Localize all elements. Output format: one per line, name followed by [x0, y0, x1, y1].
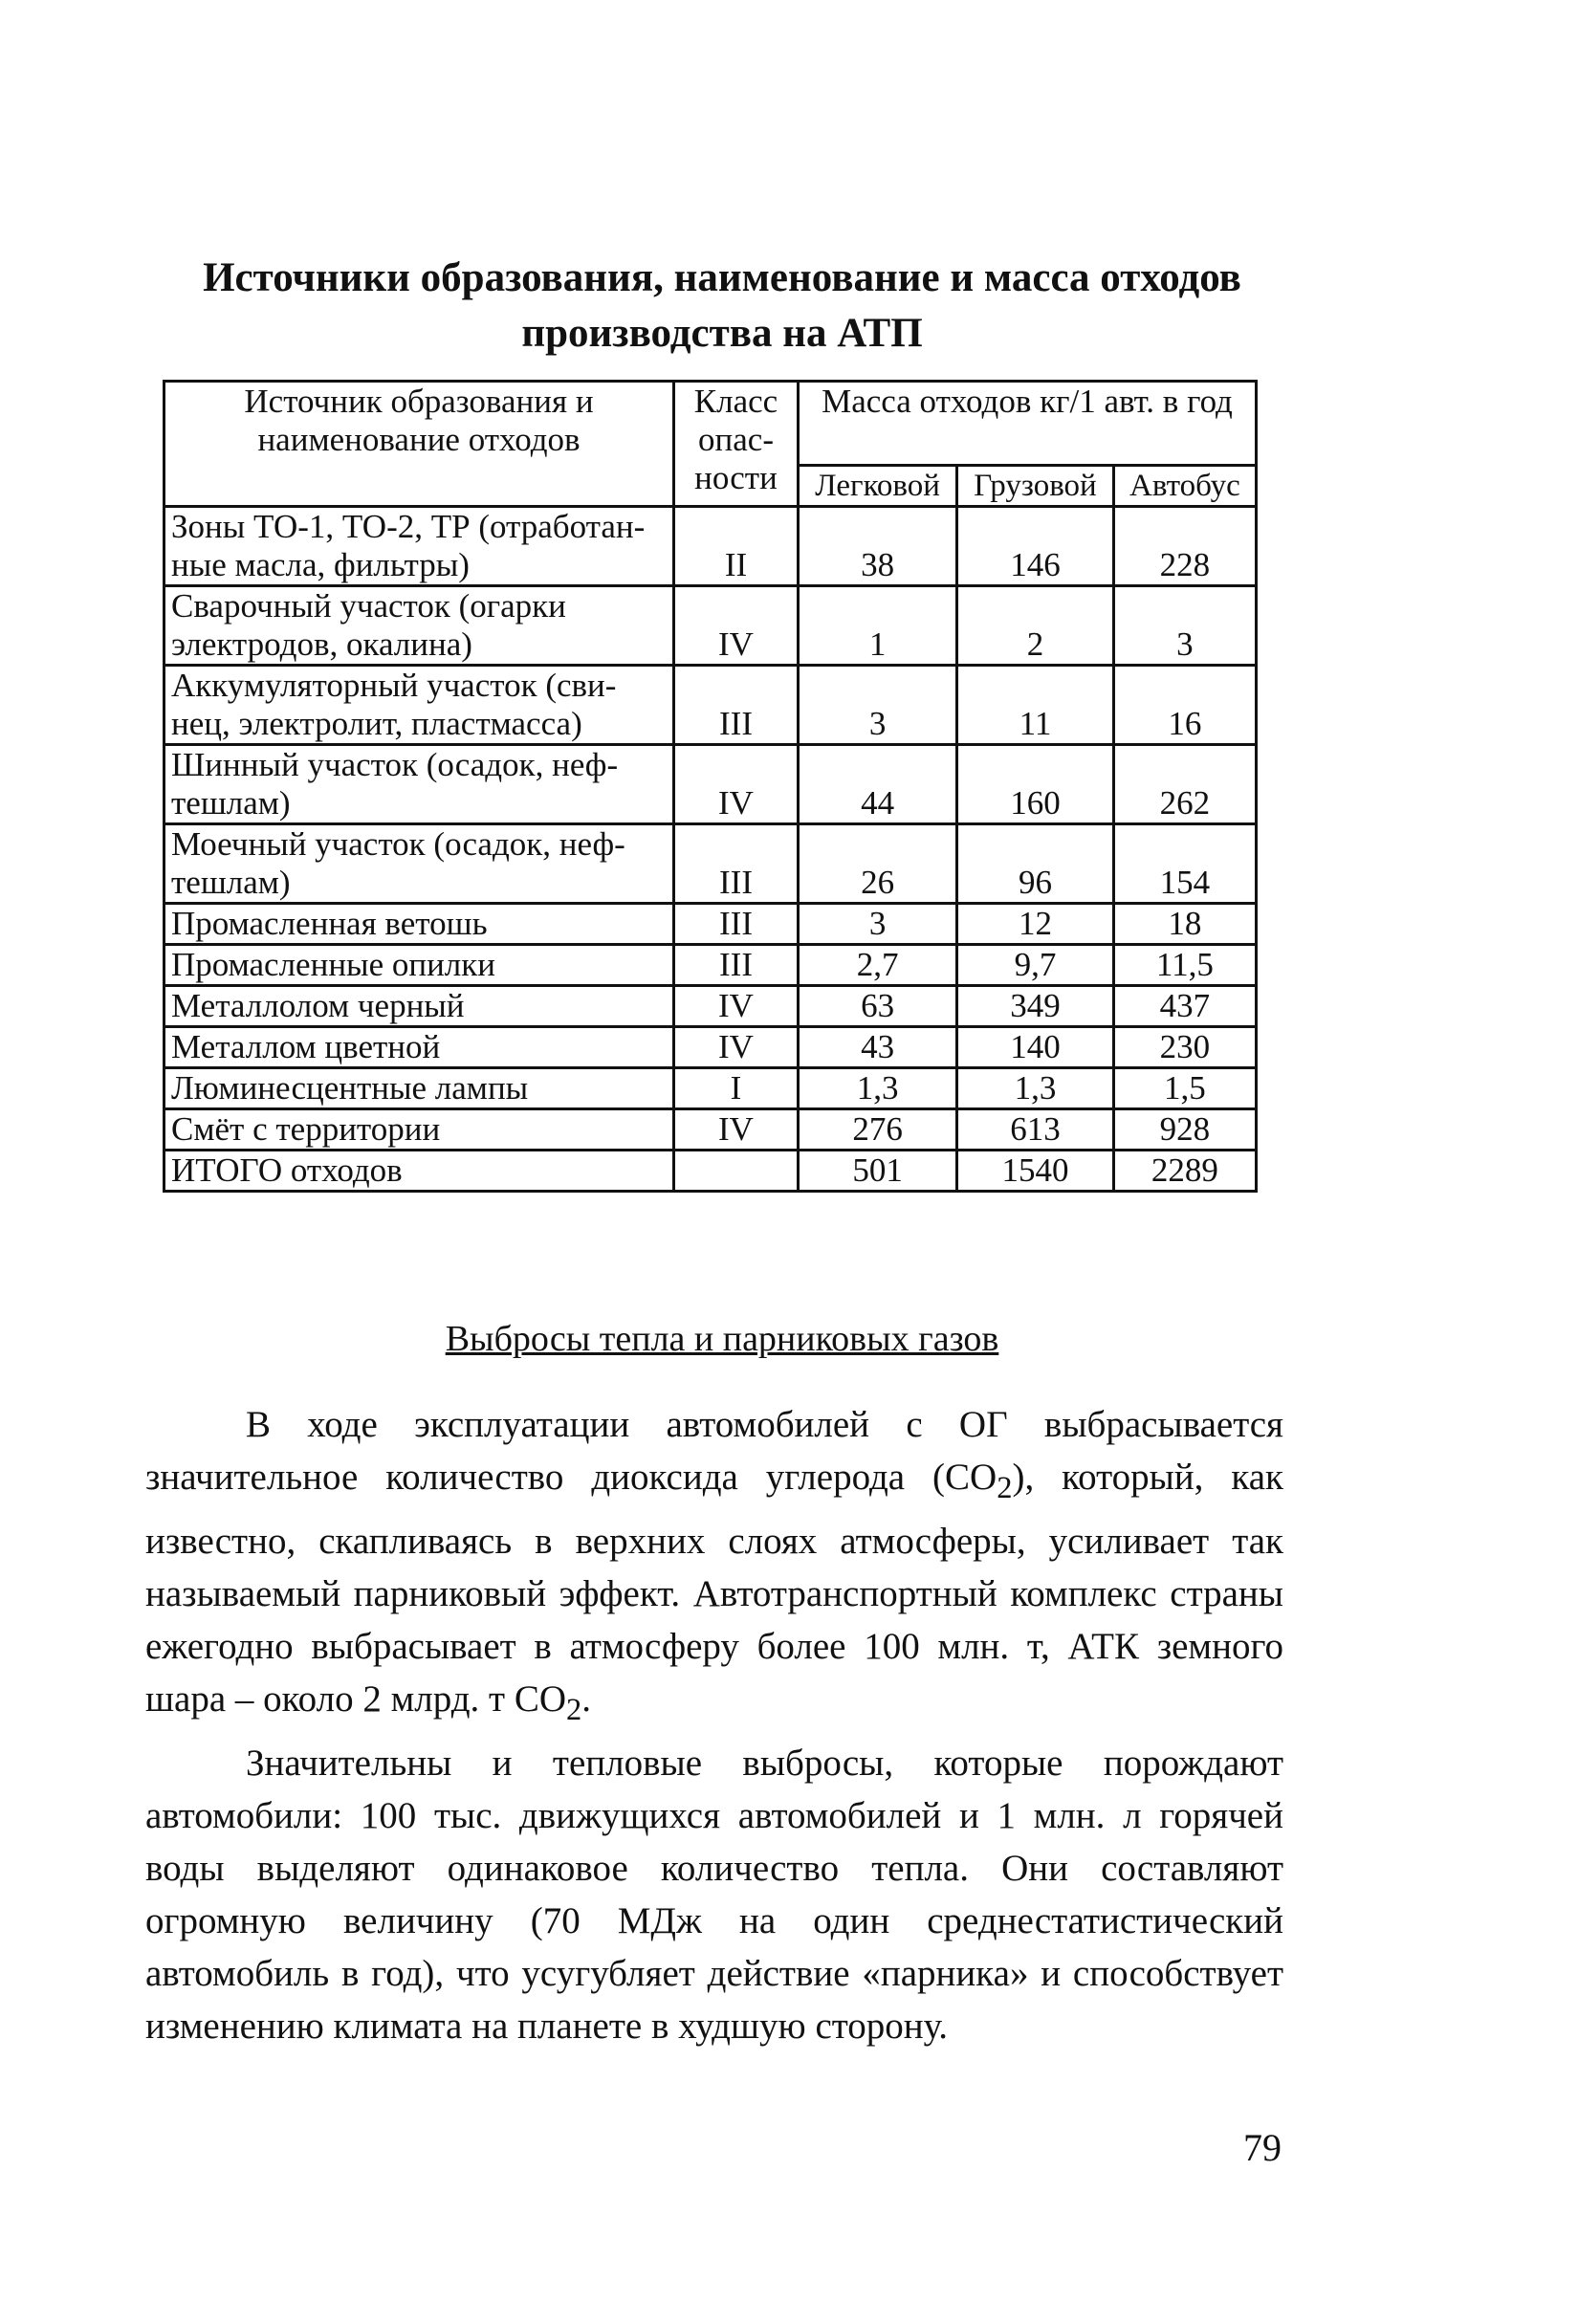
- cell-source: Металлом цветной: [164, 1027, 674, 1068]
- cell-source: Промасленные опилки: [164, 945, 674, 986]
- cell-hazard-class: IV: [674, 1027, 799, 1068]
- header-source: Источник образования и наименование отходов: [164, 382, 674, 507]
- cell-bus: 437: [1113, 986, 1256, 1027]
- table-row: [164, 1068, 1257, 1109]
- cell-source: Шинный участок (осадок, неф- тешлам): [164, 745, 674, 824]
- cell-truck: 12: [957, 904, 1114, 945]
- cell-hazard-class: III: [674, 904, 799, 945]
- cell-hazard-class: III: [674, 824, 799, 904]
- cell-hazard-class: III: [674, 666, 799, 745]
- cell-bus: 11,5: [1113, 945, 1256, 986]
- cell-source: Аккумуляторный участок (сви- нец, электролит, пластмасса): [164, 666, 674, 745]
- cell-hazard-class: IV: [674, 745, 799, 824]
- cell-truck: 146: [957, 507, 1114, 586]
- cell-source: Моечный участок (осадок, неф- тешлам): [164, 824, 674, 904]
- cell-car: 26: [799, 824, 957, 904]
- cell-hazard-class: IV: [674, 1109, 799, 1151]
- cell-bus: 2289: [1113, 1151, 1256, 1192]
- cell-truck: 349: [957, 986, 1114, 1027]
- cell-car: 3: [799, 904, 957, 945]
- cell-hazard-class: IV: [674, 986, 799, 1027]
- table-row: [164, 666, 1257, 745]
- header-mass: Масса отходов кг/1 авт. в год: [799, 382, 1257, 466]
- table-row: [164, 586, 1257, 666]
- waste-table: [163, 380, 1258, 1193]
- subscript-2: 2: [566, 1692, 582, 1727]
- cell-bus: 928: [1113, 1109, 1256, 1151]
- paragraph-2: Значительны и тепловые выбросы, которые порождают автомобили: 100 тыс. движущихся автомобилей и 1 млн. л горячей воды выделяют одинаковое количество тепла. Они составляют огромную величину (70 МДж на один среднестатистический автомобиль в год), что усугубляет действие «парника» и способствует изменению климата на планете в худшую сторону.: [145, 1742, 1283, 2047]
- cell-truck: 613: [957, 1109, 1114, 1151]
- cell-source: Смёт с территории: [164, 1109, 674, 1151]
- cell-hazard-class: III: [674, 945, 799, 986]
- table-row: [164, 507, 1257, 586]
- table-row: [164, 904, 1257, 945]
- cell-car: 63: [799, 986, 957, 1027]
- table-header: [164, 382, 1257, 507]
- cell-source: Люминесцентные лампы: [164, 1068, 674, 1109]
- cell-hazard-class: [674, 1151, 799, 1192]
- body-text: [145, 1398, 1283, 2052]
- cell-truck: 2: [957, 586, 1114, 666]
- table-row: [164, 824, 1257, 904]
- cell-car: 2,7: [799, 945, 957, 986]
- cell-truck: 96: [957, 824, 1114, 904]
- table-row-total: [164, 1151, 1257, 1192]
- cell-truck: 9,7: [957, 945, 1114, 986]
- cell-source: Зоны ТО-1, ТО-2, ТР (отработан- ные масла, фильтры): [164, 507, 674, 586]
- cell-bus: 228: [1113, 507, 1256, 586]
- cell-source: ИТОГО отходов: [164, 1151, 674, 1192]
- cell-source: Промасленная ветошь: [164, 904, 674, 945]
- cell-hazard-class: II: [674, 507, 799, 586]
- cell-truck: 160: [957, 745, 1114, 824]
- cell-car: 1: [799, 586, 957, 666]
- cell-hazard-class: IV: [674, 586, 799, 666]
- cell-car: 276: [799, 1109, 957, 1151]
- cell-source: Сварочный участок (огарки электродов, окалина): [164, 586, 674, 666]
- subscript-2: 2: [997, 1470, 1013, 1505]
- cell-car: 1,3: [799, 1068, 957, 1109]
- cell-bus: 18: [1113, 904, 1256, 945]
- paragraph-1: [145, 1398, 1283, 1737]
- cell-bus: 262: [1113, 745, 1256, 824]
- cell-bus: 16: [1113, 666, 1256, 745]
- cell-bus: 154: [1113, 824, 1256, 904]
- header-truck: Грузовой: [957, 466, 1114, 507]
- table-row: [164, 1027, 1257, 1068]
- header-bus: Автобус: [1113, 466, 1256, 507]
- cell-source: Металлолом черный: [164, 986, 674, 1027]
- cell-truck: 11: [957, 666, 1114, 745]
- cell-truck: 1,3: [957, 1068, 1114, 1109]
- header-hazard-class: Класс опас- ности: [674, 382, 799, 507]
- header-car: Легковой: [799, 466, 957, 507]
- cell-car: 38: [799, 507, 957, 586]
- table-body: [164, 507, 1257, 1192]
- table-row: [164, 986, 1257, 1027]
- cell-car: 44: [799, 745, 957, 824]
- table-row: [164, 945, 1257, 986]
- cell-truck: 140: [957, 1027, 1114, 1068]
- table-row: [164, 1109, 1257, 1151]
- section-heading: Выбросы тепла и парниковых газов: [445, 1319, 999, 1359]
- paragraph-1-part-c: .: [581, 1677, 592, 1720]
- cell-bus: 3: [1113, 586, 1256, 666]
- paragraph-1-part-a: В ходе эксплуатации автомобилей с ОГ выбрасывается значительное количество диоксида углерода (СО: [145, 1404, 1283, 1498]
- cell-bus: 230: [1113, 1027, 1256, 1068]
- page-title: Источники образования, наименование и масса отходов производства на АТП: [203, 255, 1241, 356]
- cell-car: 3: [799, 666, 957, 745]
- table-row: [164, 745, 1257, 824]
- cell-truck: 1540: [957, 1151, 1114, 1192]
- cell-car: 501: [799, 1151, 957, 1192]
- cell-bus: 1,5: [1113, 1068, 1256, 1109]
- cell-car: 43: [799, 1027, 957, 1068]
- page-number: 79: [1243, 2126, 1282, 2169]
- paragraph-1-part-b: ), который, как известно, скапливаясь в верхних слоях атмосферы, усиливает так называемый парниковый эффект. Автотранспортный комплекс страны ежегодно выбрасывает в атмосферу более 100 млн. т, АТК земного шара – около 2 млрд. т СО: [145, 1457, 1283, 1720]
- cell-hazard-class: I: [674, 1068, 799, 1109]
